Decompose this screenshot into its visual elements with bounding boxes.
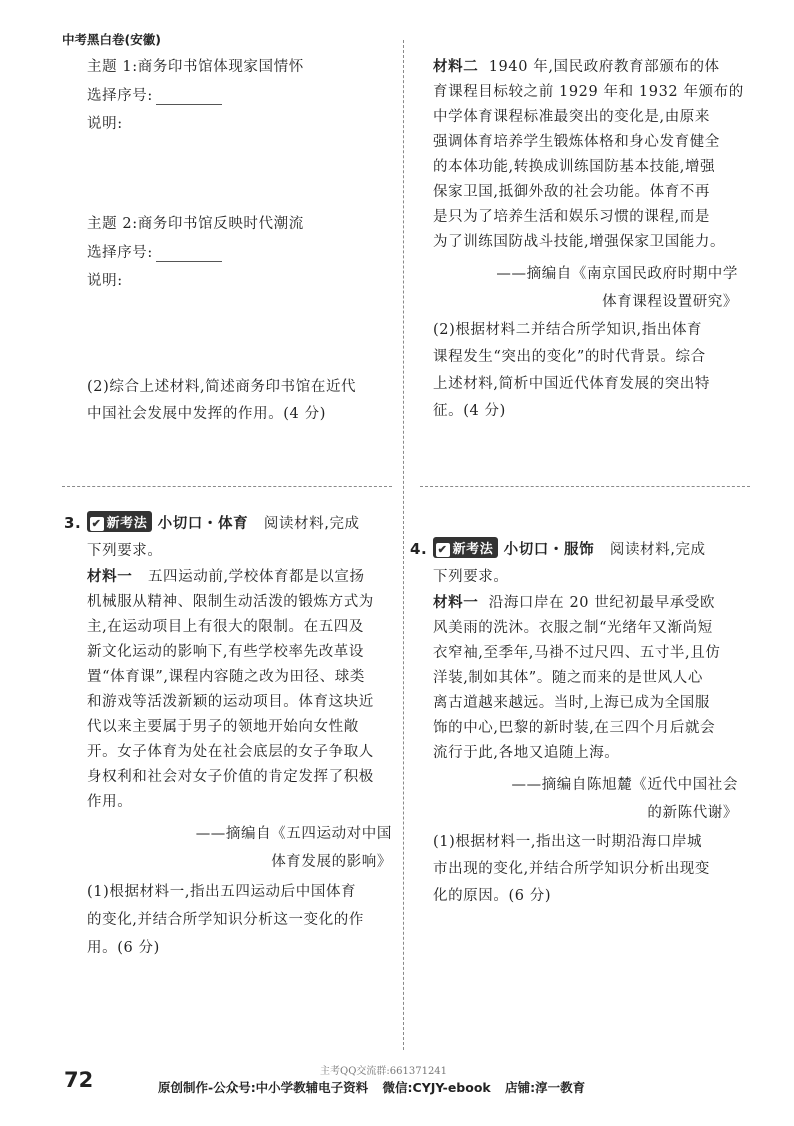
theme2-title: 主题 2:商务印书馆反映时代潮流 [87, 216, 304, 232]
q3-material-line: 代以来主要属于男子的领地开始向女性敞 [87, 719, 359, 735]
material2-line: 的本体功能,转换成训练国防基本技能,增强 [433, 159, 716, 175]
theme1-select: 选择序号: [87, 84, 222, 105]
section-divider-left [62, 486, 392, 487]
material2-line: 育课程目标较之前 1929 年和 1932 年颁布的 [433, 84, 744, 100]
q3-material-line: 作用。 [87, 794, 133, 810]
q3-material-line: 材料一 五四运动前,学校体育都是以宣扬 [87, 569, 365, 585]
page-footer [158, 1078, 595, 1096]
right-q2-line: 课程发生“突出的变化”的时代背景。综合 [433, 349, 706, 365]
q3-material-line: 身权利和社会对女子价值的肯定发挥了积极 [87, 769, 374, 785]
q3-material-line: 机械服从精神、限制生动活泼的锻炼方式为 [87, 594, 374, 610]
q4-material-line: 洋装,制如其体”。随之而来的是世风人心 [433, 670, 703, 686]
q3-badge: ✔ 新考法 [87, 511, 153, 532]
q4-badge: ✔ 新考法 [433, 537, 499, 558]
material2-line: 为了训练国防战斗技能,增强保家卫国能力。 [433, 234, 726, 250]
q4-instruction-2: 下列要求。 [433, 569, 509, 585]
q3-topic: 小切口・体育 [157, 516, 249, 532]
theme1-explain: 说明: [87, 116, 123, 132]
q4-topic: 小切口・服饰 [503, 542, 595, 558]
q3-material-line: 置“体育课”,课程内容随之改为田径、球类 [87, 669, 365, 685]
material2-label: 材料二 [433, 59, 479, 75]
q3-instruction: 阅读材料,完成 [263, 516, 360, 532]
material2-source: ——摘编自《南京国民政府时期中学 [496, 266, 738, 282]
footer-qq: 主考QQ交流群:661371241 [320, 1066, 448, 1077]
material2-line: 强调体育培养学生锻炼体格和身心发育健全 [433, 134, 720, 150]
theme1-select-blank[interactable] [156, 90, 222, 105]
q3-material-line: 主,在运动项目上有很大的限制。在五四及 [87, 619, 365, 635]
page-number: 72 [64, 1068, 94, 1092]
footer-credit: 原创制作-公众号:中小学教辅电子资料 [158, 1080, 369, 1095]
footer-shop: 店铺:淳一教育 [505, 1080, 586, 1095]
material2-line: 是只为了培养生活和娱乐习惯的课程,而是 [433, 209, 711, 225]
q4-instruction: 阅读材料,完成 [609, 542, 706, 558]
q4-q1-line: 化的原因。(6 分) [433, 888, 552, 904]
q3-source: ——摘编自《五四运动对中国 [195, 826, 392, 842]
q4-material-label: 材料一 [433, 595, 479, 611]
q4-material-line: 流行于此,各地又追随上海。 [433, 745, 620, 761]
right-q2-line: 上述材料,简析中国近代体育发展的突出特 [433, 376, 711, 392]
q4-material-line: 饰的中心,巴黎的新时装,在三四个月后就会 [433, 720, 716, 736]
theme2-select-blank[interactable] [156, 247, 222, 262]
q3-material-line: 和游戏等活泼新颖的运动项目。体育这块近 [87, 694, 374, 710]
theme2-explain: 说明: [87, 273, 123, 289]
material2-source: 体育课程设置研究》 [602, 294, 738, 310]
q3-heading [64, 511, 360, 533]
q4-number: 4. [410, 540, 428, 558]
theme1-title: 主题 1:商务印书馆体现家国情怀 [87, 59, 304, 75]
material2-line: 保家卫国,抵御外敌的社会功能。体育不再 [433, 184, 711, 200]
right-q2-line: 征。(4 分) [433, 403, 506, 419]
q3-q1-line: (1)根据材料一,指出五四运动后中国体育 [87, 884, 357, 900]
q4-source: ——摘编自陈旭麓《近代中国社会 [511, 777, 738, 793]
q3-source: 体育发展的影响》 [271, 854, 392, 870]
left-q2-line: 中国社会发展中发挥的作用。(4 分) [87, 406, 326, 422]
section-divider-right [420, 486, 750, 487]
q4-q1-line: (1)根据材料一,指出这一时期沿海口岸城 [433, 834, 703, 850]
q3-material-line: 开。女子体育为处在社会底层的女子争取人 [87, 744, 374, 760]
q3-instruction-2: 下列要求。 [87, 543, 163, 559]
q4-material-line: 衣窄袖,至季年,马褂不过尺四、五寸半,且仿 [433, 645, 721, 661]
left-q2-line: (2)综合上述材料,简述商务印书馆在近代 [87, 379, 357, 395]
q3-q1-line: 用。(6 分) [87, 940, 160, 956]
q4-material-line: 离古道越来越远。当时,上海已成为全国服 [433, 695, 711, 711]
q3-material-label: 材料一 [87, 569, 133, 585]
check-icon: ✔ [436, 543, 450, 557]
material2-line: 中学体育课程标准最突出的变化是,由原来 [433, 109, 711, 125]
q4-source: 的新陈代谢》 [647, 805, 738, 821]
column-divider [403, 40, 404, 1050]
q3-number: 3. [64, 514, 82, 532]
q3-q1-line: 的变化,并结合所学知识分析这一变化的作 [87, 912, 365, 928]
q4-material-line: 风美雨的洗沐。衣服之制“光绪年又渐尚短 [433, 620, 713, 636]
q4-material-line: 材料一 沿海口岸在 20 世纪初最早承受欧 [433, 595, 716, 611]
theme2-select: 选择序号: [87, 241, 222, 262]
q4-heading [410, 537, 706, 559]
footer-wechat: 微信:CYJY-ebook [382, 1080, 491, 1095]
q4-q1-line: 市出现的变化,并结合所学知识分析出现变 [433, 861, 711, 877]
q3-material-line: 新文化运动的影响下,有些学校率先改革设 [87, 644, 365, 660]
page-header: 中考黑白卷(安徽) [62, 32, 161, 47]
material2-line: 材料二 1940 年,国民政府教育部颁布的体 [433, 59, 720, 75]
check-icon: ✔ [90, 517, 104, 531]
right-q2-line: (2)根据材料二并结合所学知识,指出体育 [433, 322, 703, 338]
